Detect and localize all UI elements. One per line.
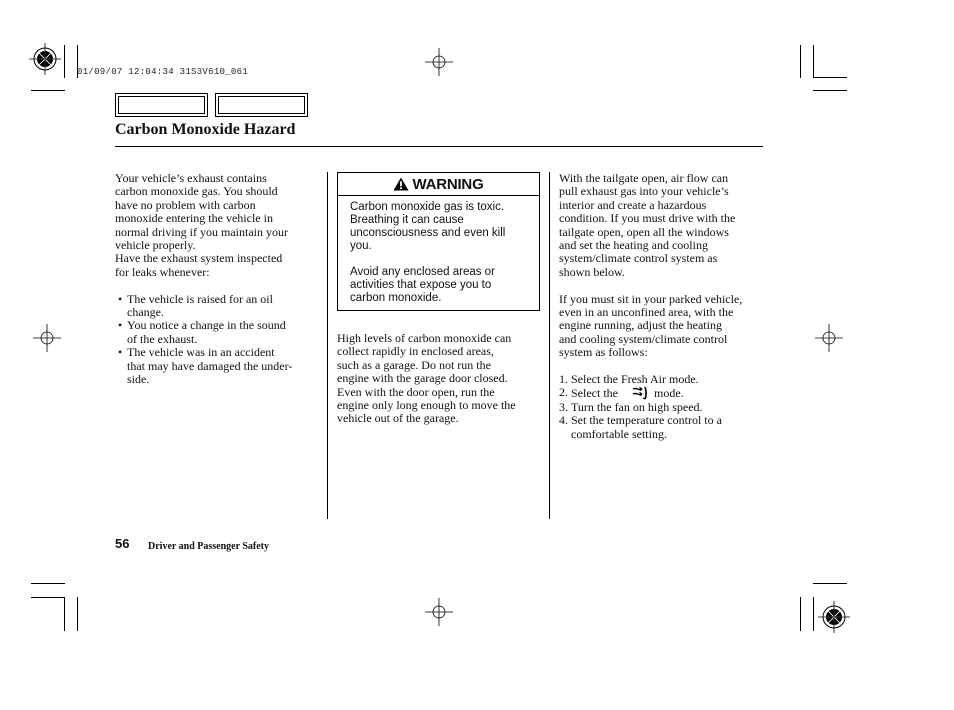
list-item: 4. Set the temperature control to a comfortable setting. [559, 413, 722, 441]
crosshair-icon [33, 324, 61, 352]
intro-line: carbon monoxide gas. You should [115, 184, 278, 199]
intro-line: for leaks whenever: [115, 264, 210, 279]
climate-steps-list [559, 373, 769, 441]
warning-box [337, 172, 540, 311]
section-name: Driver and Passenger Safety [148, 541, 270, 552]
list-item: 3. Turn the fan on high speed. [559, 399, 703, 414]
page-title: Carbon Monoxide Hazard [115, 121, 296, 138]
warning-triangle-icon [393, 177, 409, 191]
column-3: With the tailgate open, air flow can pull exhaust gas into your vehicle’s interior and create a hazardous condition. If you must drive with the tailgate open, open all the windows and set the heating and cooling system/climate control system as shown below. If you must sit in your parked vehicle, even in an unconfined area, with the engine running, adjust the heating and cooling system/climate control system as follows: 1. Select the Fresh Air mode. 2. Select the mode. 3. Turn the fan on high speed. 4. Set the temperature control to a comfortable setting. [559, 172, 769, 441]
list-item: • The vehicle is raised for an oil change. [115, 293, 323, 320]
column-divider [327, 172, 328, 519]
fan-mode-icon [632, 386, 650, 400]
column-2: High levels of carbon monoxide can collect rapidly in enclosed areas, such as a garage. Do not run the engine with the garage door closed. Even with the door open, run the engine only long enough to move the vehicle out of the garage. [337, 331, 516, 426]
page-number: 56 [115, 536, 130, 551]
crosshair-icon [425, 48, 453, 76]
list-item: 1. Select the Fresh Air mode. [559, 372, 699, 387]
column-divider [549, 172, 550, 519]
inspection-bullet-list [115, 293, 323, 387]
intro-line: vehicle properly. [115, 238, 196, 253]
print-stamp: 01/09/07 12:04:34 31S3V610_061 [77, 67, 249, 77]
intro-line: monoxide entering the vehicle in [115, 211, 273, 226]
crosshair-icon [425, 598, 453, 626]
intro-line: normal driving if you maintain your [115, 224, 288, 239]
intro-line: Have the exhaust system inspected [115, 251, 283, 266]
warning-body: Carbon monoxide gas is toxic. Breathing it can cause unconsciousness and even kill you. Avoid any enclosed areas or activities that expose you to carbon monoxide. [350, 201, 506, 304]
warning-header [338, 173, 539, 196]
crosshair-icon [815, 324, 843, 352]
intro-line: have no problem with carbon [115, 197, 256, 212]
list-item: • The vehicle was in an accident that may have damaged the under- side. [115, 346, 323, 386]
header-tab-box [215, 93, 308, 117]
list-item: 2. Select the mode. [559, 385, 684, 401]
warning-label: WARNING [412, 175, 484, 193]
registration-target-icon [817, 600, 851, 634]
header-tab-box [115, 93, 208, 117]
list-item: • You notice a change in the sound of the exhaust. [115, 319, 323, 346]
intro-line: Your vehicle’s exhaust contains [115, 171, 267, 185]
title-rule [115, 146, 763, 147]
column-1 [115, 172, 323, 386]
registration-target-icon [28, 42, 62, 76]
